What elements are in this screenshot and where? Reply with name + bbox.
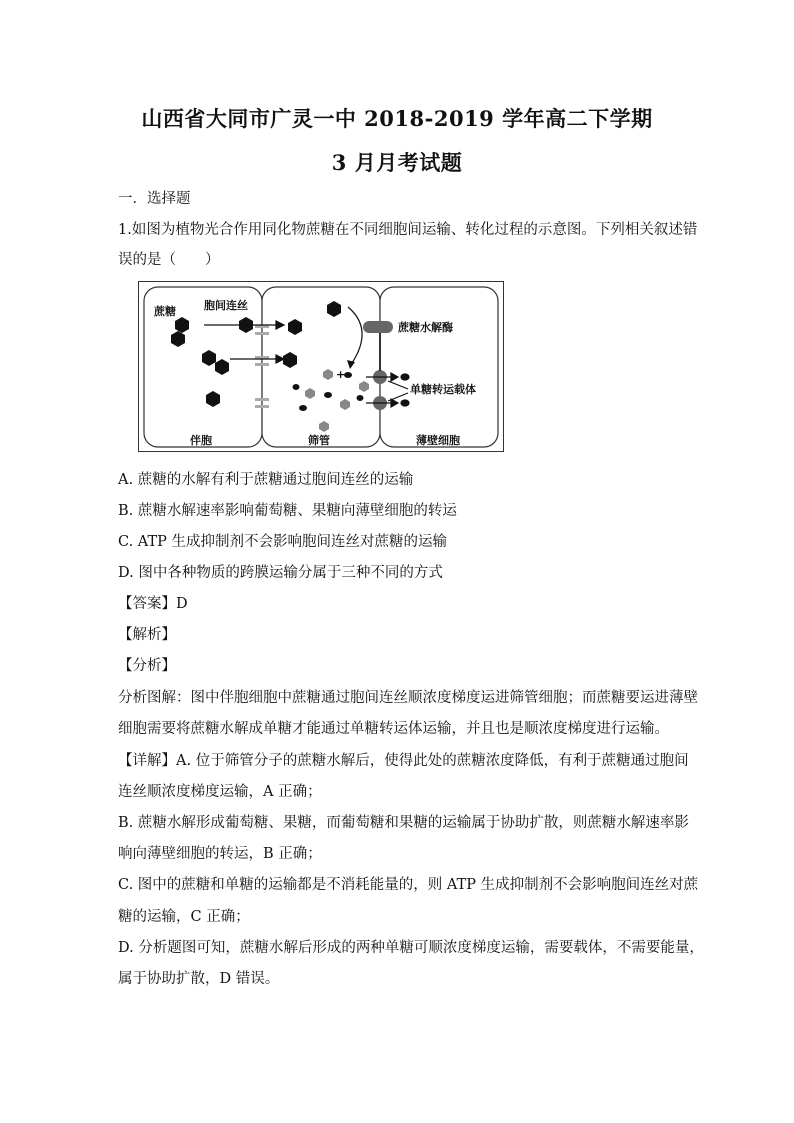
label-sucrose: 蔗糖 [154,305,176,318]
label-companion-cell: 伴胞 [190,434,212,447]
section-heading: 一．选择题 [118,191,191,207]
sucrose-transport-diagram [138,281,504,452]
fenxi-heading: 【分析】 [118,658,176,674]
fenxi-line2: 细胞需要将蔗糖水解成单糖才能通过单糖转运体运输，并且也是顺浓度梯度进行运输。 [118,721,669,737]
question-1-line2: 误的是（ ） [118,252,220,268]
option-b: B. 蔗糖水解速率影响葡萄糖、果糖向薄壁细胞的转运 [118,503,457,519]
label-sucrase: 蔗糖水解酶 [398,321,453,334]
label-transporter: 单糖转运载体 [410,383,476,396]
option-a: A. 蔗糖的水解有利于蔗糖通过胞间连丝的运输 [118,472,414,488]
page-title-line1: 山西省大同市广灵一中 2018-2019 学年高二下学期 [141,106,653,131]
question-1-line1: 1.如图为植物光合作用同化物蔗糖在不同细胞间运输、转化过程的示意图。下列相关叙述错 [118,222,698,238]
fenxi-line1: 分析图解：图中伴胞细胞中蔗糖通过胞间连丝顺浓度梯度运进筛管细胞；而蔗糖要运进薄壁 [118,690,698,706]
answer: 【答案】D [118,596,188,612]
page-title-line2: 3 月月考试题 [331,150,463,175]
detail-line8: 属于协助扩散，D 错误。 [118,971,280,987]
label-plasmodesmata: 胞间连丝 [204,299,248,312]
sucrase-enzyme [363,321,393,333]
detail-line4: 响向薄壁细胞的转运，B 正确； [118,846,322,862]
label-plus: + [336,368,346,381]
parenchyma-cell [380,287,498,447]
option-c: C. ATP 生成抑制剂不会影响胞间连丝对蔗糖的运输 [118,534,448,550]
label-parenchyma: 薄壁细胞 [416,434,460,447]
detail-line6: 糖的运输，C 正确； [118,909,250,925]
detail-line7: D. 分析题图可知，蔗糖水解后形成的两种单糖可顺浓度梯度运输，需要载体，不需要能量， [118,940,704,956]
option-d: D. 图中各种物质的跨膜运输分属于三种不同的方式 [118,565,443,581]
analysis-heading: 【解析】 [118,627,176,643]
detail-line2: 连丝顺浓度梯度运输，A 正确； [118,784,322,800]
detail-line3: B. 蔗糖水解形成葡萄糖、果糖，而葡萄糖和果糖的运输属于协助扩散，则蔗糖水解速率影 [118,815,689,831]
detail-line5: C. 图中的蔗糖和单糖的运输都是不消耗能量的，则 ATP 生成抑制剂不会影响胞间连丝对蔗 [118,877,699,893]
detail-line1: 【详解】A. 位于筛管分子的蔗糖水解后，使得此处的蔗糖浓度降低，有利于蔗糖通过胞间 [118,753,689,769]
label-sieve-tube: 筛管 [308,434,330,447]
